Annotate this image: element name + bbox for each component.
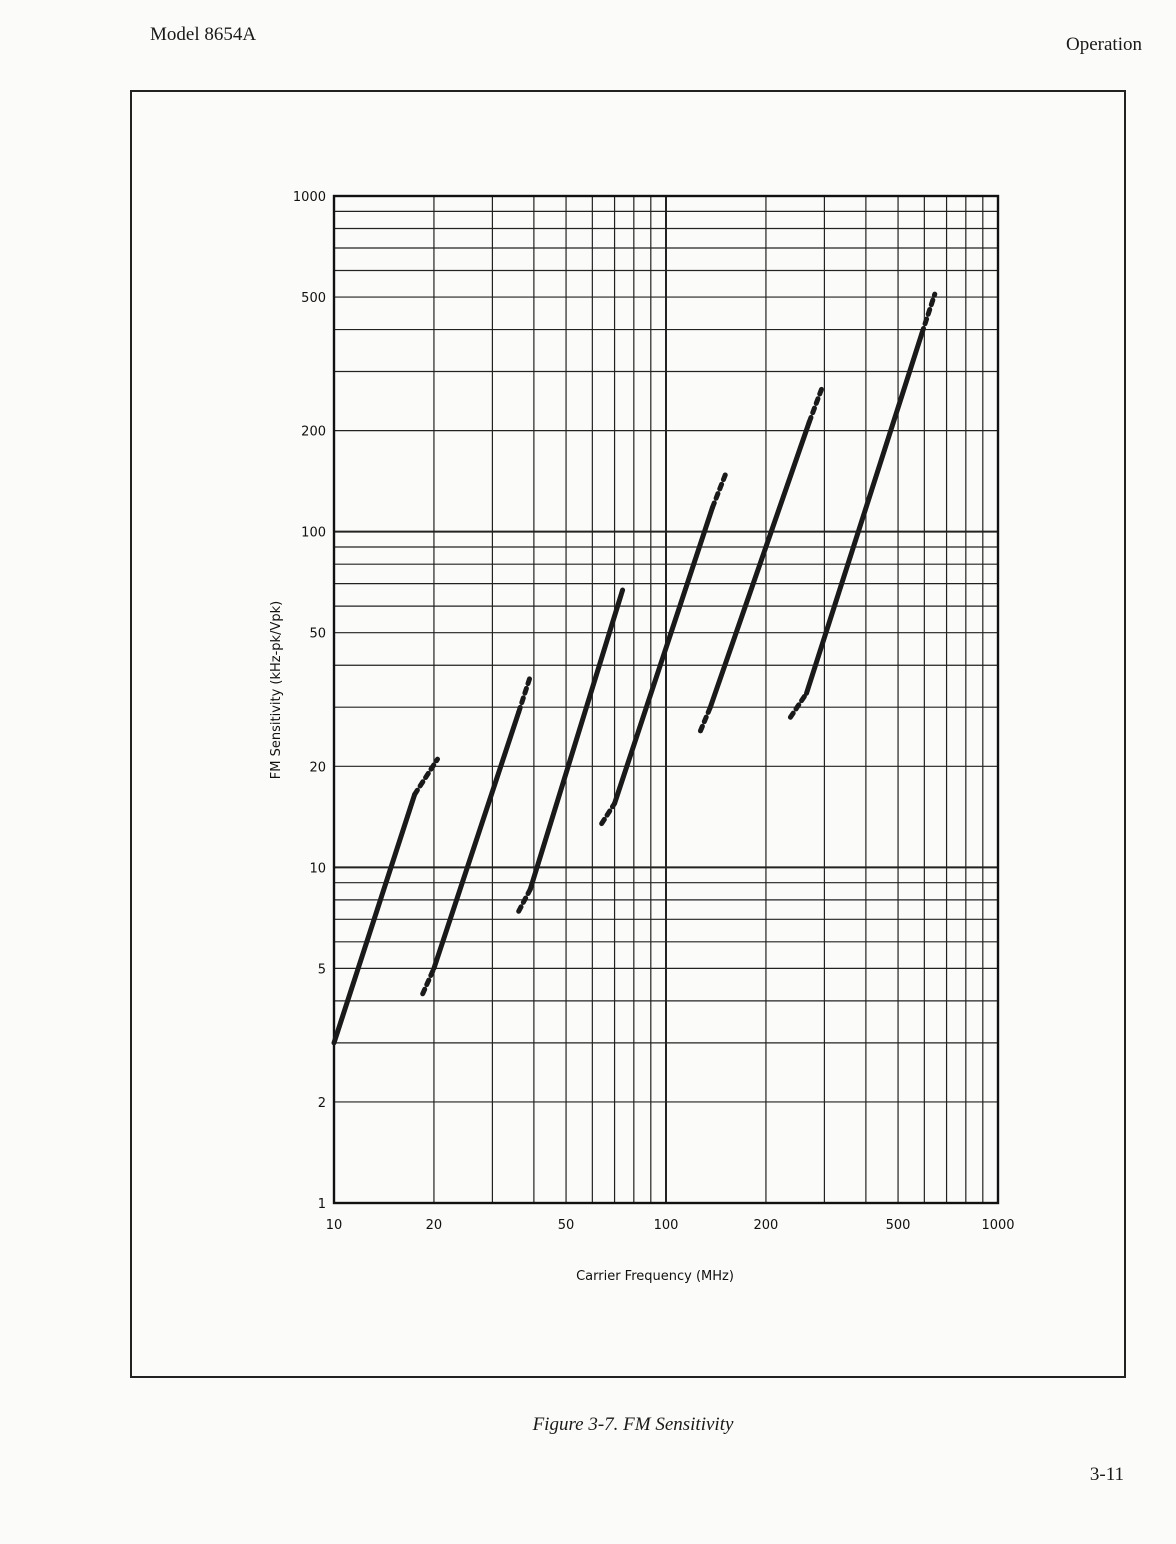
series-5-dashed-segment: [700, 707, 710, 731]
header-section: Operation: [1066, 34, 1142, 55]
y-tick-label: 1: [317, 1197, 326, 1212]
x-tick-label: 1000: [981, 1218, 1015, 1233]
x-tick-label: 50: [557, 1218, 575, 1233]
page-number: 3-11: [1089, 1464, 1124, 1485]
x-tick-label: 100: [653, 1218, 679, 1233]
y-tick-label: 5: [317, 962, 326, 978]
y-tick-label: 50: [309, 626, 326, 642]
x-tick-label: 10: [325, 1218, 343, 1233]
series-3-line: [530, 590, 622, 889]
x-axis-title: Carrier Frequency (MHz): [576, 1269, 734, 1284]
series-5-dashed-segment: [809, 388, 822, 422]
series-2-dashed-segment: [423, 968, 434, 993]
y-tick-label: 100: [301, 525, 326, 541]
series-4-line: [615, 508, 713, 804]
y-axis-title: FM Sensitivity (kHz-pk/Vpk): [269, 600, 284, 780]
x-tick-label: 200: [753, 1218, 779, 1233]
x-tick-label: 500: [885, 1218, 911, 1233]
series-6-dashed-segment: [790, 693, 806, 717]
series-4-dashed-segment: [712, 475, 725, 508]
y-tick-label: 1000: [292, 190, 326, 205]
y-tick-label: 10: [309, 861, 326, 877]
figure-caption: Figure 3-7. FM Sensitivity: [532, 1414, 734, 1435]
series-2-line: [434, 712, 519, 968]
y-tick-label: 2: [317, 1095, 326, 1111]
y-tick-label: 20: [309, 760, 326, 776]
header-model: Model 8654A: [150, 24, 257, 45]
series-4-dashed-segment: [602, 803, 615, 823]
x-tick-label: 20: [425, 1218, 443, 1233]
series-1-line: [334, 794, 415, 1043]
y-tick-label: 500: [301, 291, 326, 307]
y-tick-label: 200: [301, 424, 326, 440]
